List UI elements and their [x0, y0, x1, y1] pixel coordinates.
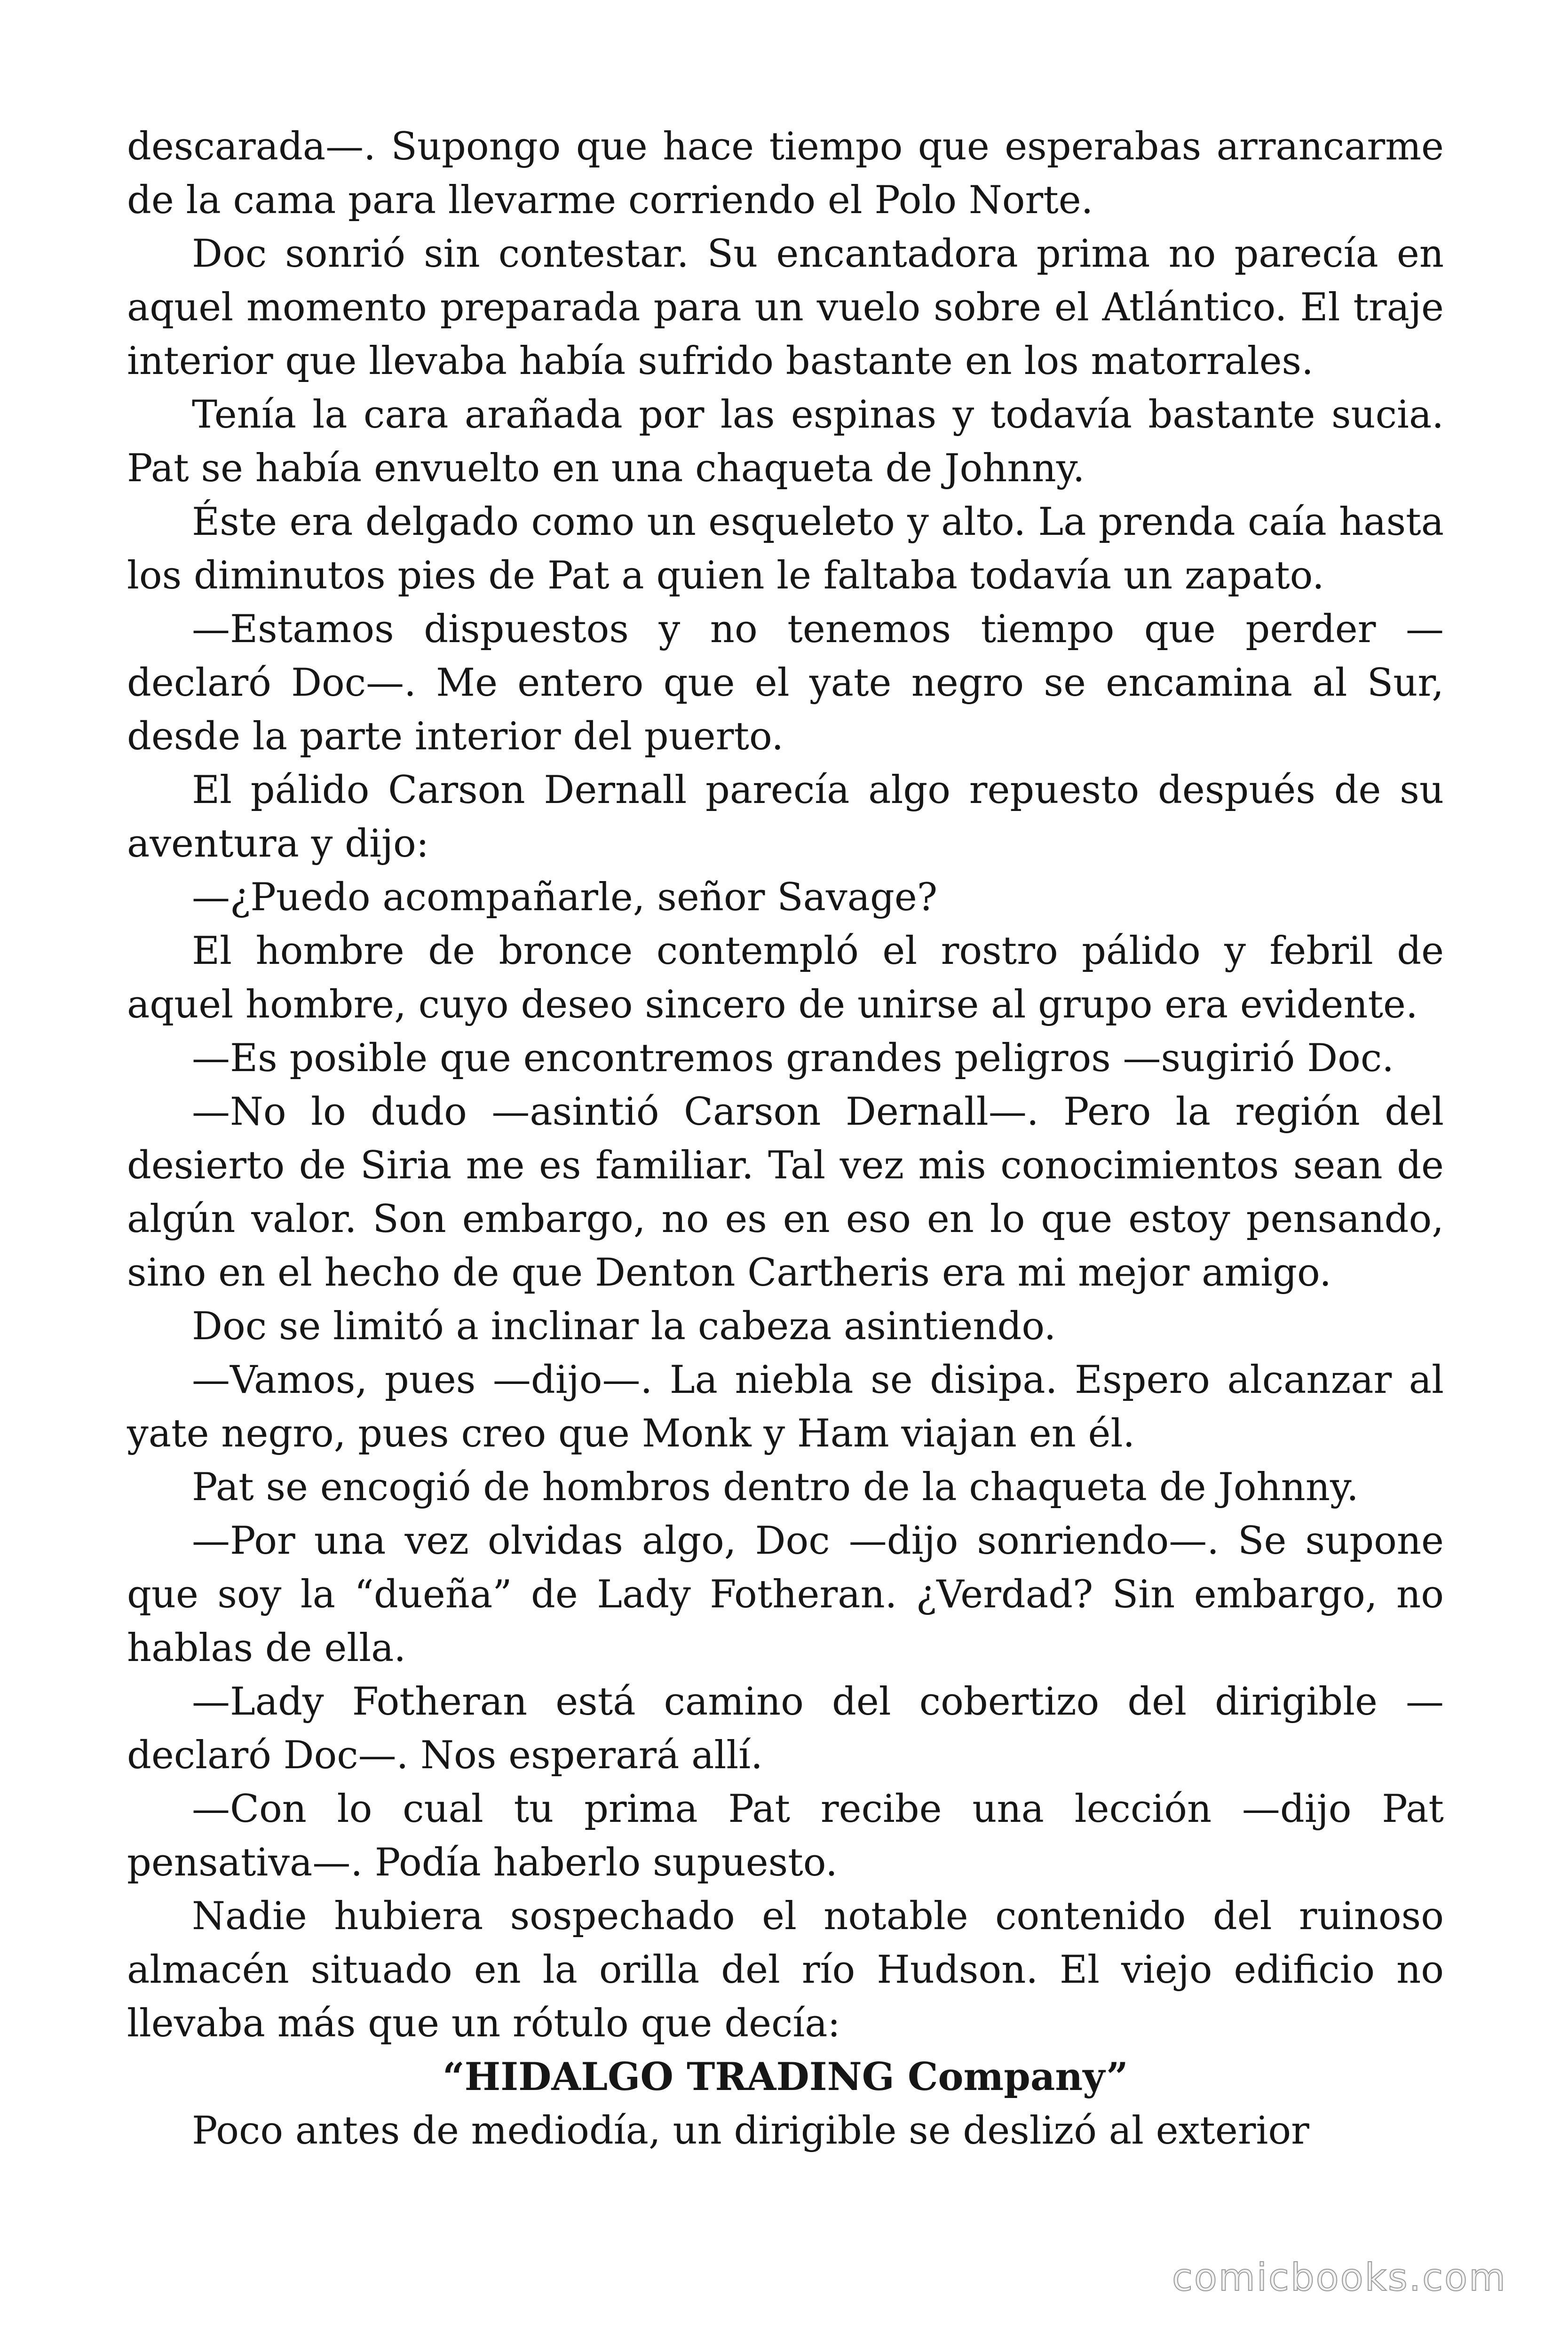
- paragraph-13: Pat se encogió de hombros dentro de la chaqueta de Johnny.: [192, 1465, 1359, 1510]
- paragraph-18: Poco antes de mediodía, un dirigible se deslizó al exterior: [192, 2109, 1309, 2153]
- paragraph-5: —Estamos dispuestos y no tenemos tiempo que perder —declaró Doc—. Me entero que el yate negro se encamina al Sur, desde la parte interior del puerto.: [127, 607, 1444, 759]
- paragraph-17: Nadie hubiera sospechado el notable contenido del ruinoso almacén situado en la orilla del río Hudson. El viejo edificio no llevaba más que un rótulo que decía:: [127, 1894, 1444, 2046]
- paragraph-14: —Por una vez olvidas algo, Doc —dijo sonriendo—. Se supone que soy la “dueña” de Lady Fotheran. ¿Verdad? Sin embargo, no hablas de ella.: [127, 1519, 1444, 1670]
- paragraph-3: Tenía la cara arañada por las espinas y todavía bastante sucia. Pat se había envuelto en una chaqueta de Johnny.: [127, 393, 1444, 491]
- paragraph-1: descarada—. Supongo que hace tiempo que esperabas arrancarme de la cama para llevarme corriendo el Polo Norte.: [127, 125, 1444, 222]
- paragraph-16: —Con lo cual tu prima Pat recibe una lección —dijo Pat pensativa—. Podía haberlo supuesto.: [127, 1787, 1444, 1885]
- sign-text: “HIDALGO TRADING Company”: [443, 2055, 1128, 2099]
- paragraph-6: El pálido Carson Dernall parecía algo repuesto después de su aventura y dijo:: [127, 768, 1444, 866]
- paragraph-11: Doc se limitó a inclinar la cabeza asintiendo.: [192, 1304, 1056, 1349]
- page-body: [127, 120, 1444, 2158]
- paragraph-9: —Es posible que encontremos grandes peligros —sugirió Doc.: [192, 1036, 1394, 1081]
- paragraph-10: —No lo dudo —asintió Carson Dernall—. Pero la región del desierto de Siria me es familiar. Tal vez mis conocimientos sean de algún valor. Son embargo, no es en eso en lo que estoy pensando, sino en el hecho de que Denton Cartheris era mi mejor amigo.: [127, 1090, 1444, 1295]
- watermark: comicbooks.com: [1172, 2256, 1507, 2299]
- paragraph-7: —¿Puedo acompañarle, señor Savage?: [192, 875, 938, 920]
- paragraph-12: —Vamos, pues —dijo—. La niebla se disipa. Espero alcanzar al yate negro, pues creo que Monk y Ham viajan en él.: [127, 1358, 1444, 1456]
- paragraph-4: Éste era delgado como un esqueleto y alto. La prenda caía hasta los diminutos pies de Pat a quien le faltaba todavía un zapato.: [127, 500, 1444, 598]
- paragraph-15: —Lady Fotheran está camino del cobertizo del dirigible —declaró Doc—. Nos esperará allí.: [127, 1680, 1444, 1778]
- paragraph-2: Doc sonrió sin contestar. Su encantadora prima no parecía en aquel momento preparada para un vuelo sobre el Atlántico. El traje interior que llevaba había sufrido bastante en los matorrales.: [127, 232, 1444, 383]
- paragraph-8: El hombre de bronce contempló el rostro pálido y febril de aquel hombre, cuyo deseo sincero de unirse al grupo era evidente.: [127, 929, 1444, 1027]
